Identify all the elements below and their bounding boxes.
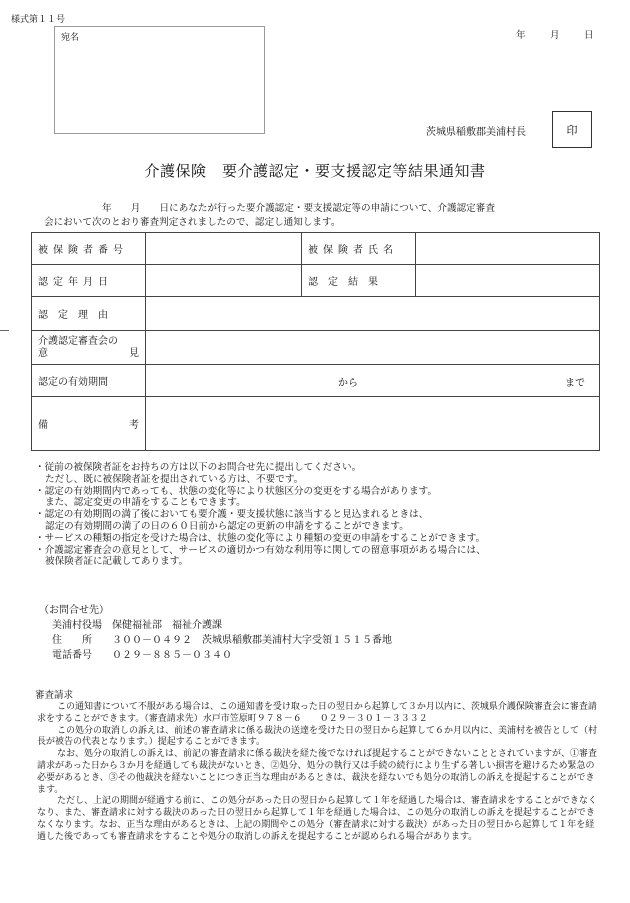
cert-result-label: 認 定 結 果: [302, 265, 416, 297]
form-number: 様式第１１号: [11, 15, 66, 25]
insured-number-value: [146, 233, 302, 265]
note-item: ・認定の有効期間の満了後においても要介護・要支援状態に該当すると見込まれるときは、: [35, 509, 429, 521]
date-year: 年: [516, 30, 526, 41]
validity-period-value: [146, 365, 600, 397]
contact-phone: ０２９－８８５－０３４０: [112, 650, 232, 661]
committee-opinion-char-a: 意: [38, 347, 48, 359]
intro-text: [44, 202, 584, 230]
notes-list: [35, 462, 605, 568]
cert-reason-value: [146, 297, 600, 331]
note-item: ・介護認定審査会の意見として、サービスの適切かつ有効な利用等に関しての留意事項がある場合には、: [35, 544, 486, 556]
intro-line-2: 会において次のとおり審査判定されましたので、認定し通知します。: [44, 217, 341, 228]
date-month: 月: [550, 30, 560, 41]
contact-heading: （お問合せ先）: [39, 605, 109, 616]
note-item: ・認定の有効期間内であっても、状態の変化等により状態区分の変更をする場合があります。: [35, 485, 438, 497]
appeal-text: [37, 702, 603, 844]
committee-opinion-label-line2: [38, 348, 139, 360]
remarks-label-inner: [38, 416, 139, 431]
note-continuation: 被保険者証に記載してあります。: [45, 556, 189, 568]
insured-number-label: 被保険者番号: [32, 233, 146, 265]
contact-address-row: [39, 633, 392, 648]
committee-opinion-value: [146, 331, 600, 365]
table-row: [32, 233, 600, 265]
cert-date-value: [146, 265, 302, 297]
contact-address: ３００－０４９２ 茨城県稲敷郡美浦村大字受領１５１５番地: [112, 635, 392, 646]
note-item: ・サービスの種類の指定を受けた場合は、状態の変化等により種類の変更の申請をすることができます。: [35, 532, 486, 544]
validity-from: から: [338, 378, 358, 389]
cert-reason-label: 認 定 理 由: [32, 297, 146, 331]
intro-line-1: 年 月 日にあなたが行った要介護認定・要支援認定等の申請について、介護認定審査: [102, 203, 495, 214]
table-row: [32, 331, 600, 365]
cert-date-label: 認定年月日: [32, 265, 146, 297]
recipient-address-box: [54, 26, 265, 134]
committee-opinion-char-b: 見: [129, 347, 139, 359]
seal-label: 印: [566, 123, 578, 137]
appeal-paragraph: なお、処分の取消しの訴えは、前記の審査請求に係る裁決を経た後でなければ提起することができないこととされていますが、①審査請求があった日から３か月を経過しても裁決がないとき、②処分、処分の執行又は手続の続行により生ずる著しい損害を避けるため緊急の必要があるとき、③その他裁決を経ないことにつき正当な理由があるときは、裁決を経ないでも処分の取消しの訴えを提起することができます。: [37, 749, 598, 795]
cert-result-value: [416, 265, 600, 297]
appeal-paragraph: ただし、上記の期間が経過する前に、この処分があった日の翌日から起算して１年を経過した場合は、審査請求をすることができなくなり、また、審査請求に対する裁決のあった日の翌日から起算して１年を経過した場合は、この処分の取消しの訴えを提起することができなくなります。なお、正当な理由があるときは、上記の期間やこの処分（審査請求に対する裁決）があった日の翌日から起算して１年を経過した後であっても審査請求をすることや処分の取消しの訴えを提起することが認められる場合があります。: [37, 796, 597, 842]
remarks-label: [32, 397, 146, 451]
remarks-char-b: 考: [129, 420, 139, 431]
contact-phone-label: 電話番号: [52, 650, 92, 661]
appeal-paragraph: この通知書について不服がある場合は、この通知書を受け取った日の翌日から起算して３か月以内に、茨城県介護保険審査会に審査請求をすることができます。（審査請求先）水戸市笠原町９７８－６ ０２９－３０１－３３３２: [37, 702, 597, 724]
table-row: [32, 297, 600, 331]
document-title: 介護保険 要介護認定・要支援認定等結果通知書: [144, 162, 486, 180]
note-continuation: 認定の有効期間の満了の日の６０日前から認定の更新の申請をすることができます。: [45, 520, 409, 532]
contact-office: 美浦村役場 保健福祉部 福祉介護課: [52, 620, 222, 631]
contact-phone-row: [39, 648, 392, 663]
insured-name-label: 被保険者氏名: [302, 233, 416, 265]
contact-info: [39, 603, 392, 663]
table-row: [32, 265, 600, 297]
note-continuation: また、認定変更の申請をすることもできます。: [45, 497, 246, 509]
issuer-name: 茨城県稲敷郡美浦村長: [426, 127, 526, 138]
validity-period-label: 認定の有効期間: [32, 365, 146, 397]
margin-mark: [0, 330, 9, 331]
remarks-char-a: 備: [38, 420, 48, 431]
seal-box: [552, 111, 592, 148]
recipient-label: 宛名: [61, 33, 80, 43]
committee-opinion-label: [32, 331, 146, 365]
insured-name-value: [416, 233, 600, 265]
table-row: [32, 365, 600, 397]
appeal-paragraph: この処分の取消しの訴えは、前述の審査請求に係る裁決の送達を受けた日の翌日から起算して６か月以内に、美浦村を被告として（村長が被告の代表となります。）提起することができます。: [37, 725, 598, 748]
issue-date: [516, 27, 594, 41]
committee-opinion-label-line1: 介護認定審査会の: [38, 335, 118, 347]
contact-address-label: 住 所: [52, 635, 92, 646]
note-item: ・従前の被保険者証をお持ちの方は以下のお問合せ先に提出してください。: [35, 462, 362, 473]
note-continuation: ただし、既に被保険者証を提出されている方は、不要です。: [45, 473, 304, 485]
remarks-value: [146, 397, 600, 451]
appeal-heading: 審査請求: [35, 690, 74, 701]
validity-until: まで: [565, 378, 585, 389]
certification-table: [31, 232, 600, 451]
date-day: 日: [584, 30, 594, 41]
table-row: [32, 397, 600, 451]
